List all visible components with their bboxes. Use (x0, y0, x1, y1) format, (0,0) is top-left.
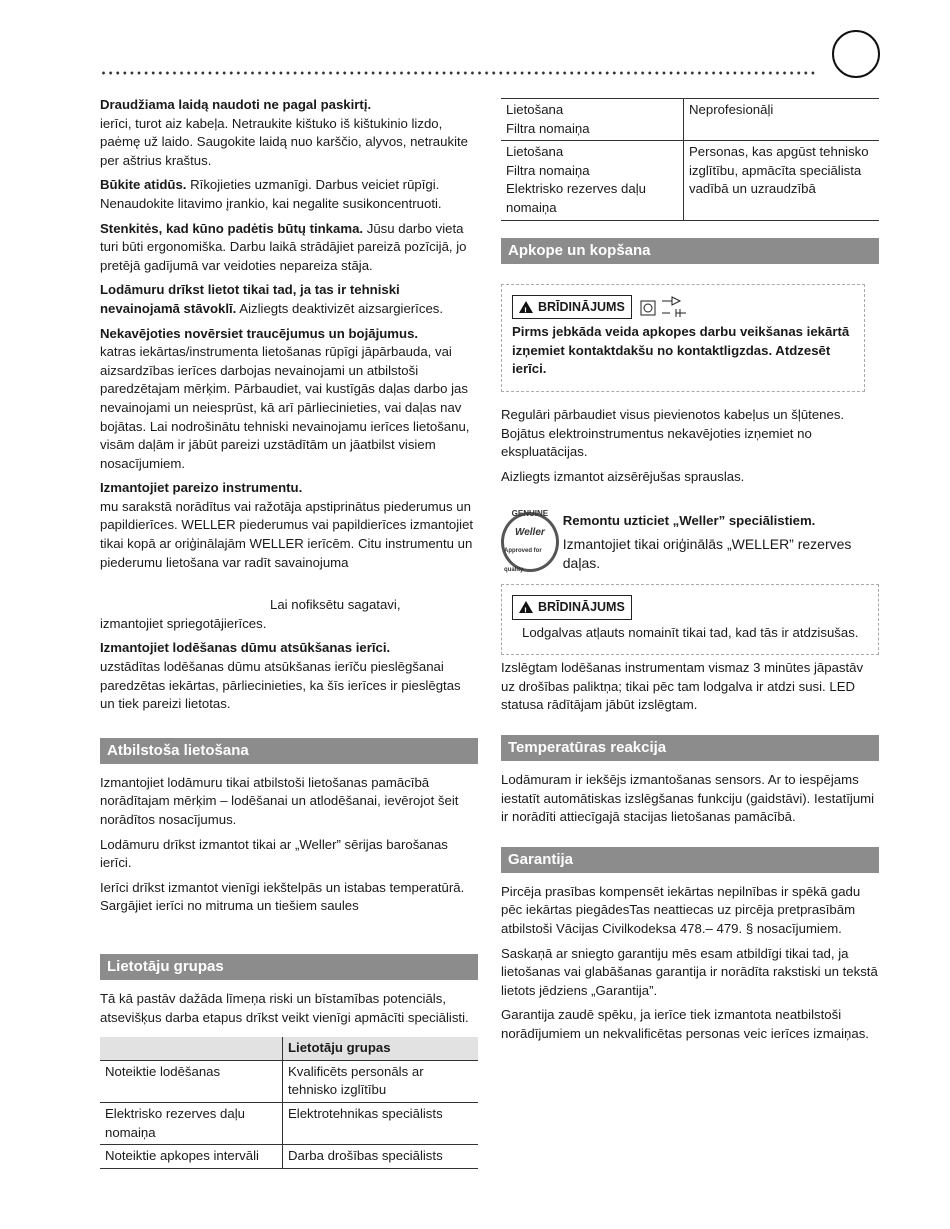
paragraph: Izmantojiet pareizo instrumentu. mu sarakstā norādītus vai ražotāja apstiprinātus piederumus un papildierīces. WELLER piederumus vai papildierīces izmantojiet tikai kopā ar oriģinālajām WELLER ierīcēm. Citu instrumentu un piederumu lietošana var radīt savainojuma (100, 480, 474, 570)
paragraph: Regulāri pārbaudiet visus pievienotos kabeļus un šļūtenes. Bojātus elektroinstrumentus nekavējoties izņemiet no ekspluatācijas. (501, 406, 845, 460)
weller-notice: GENUINE Weller Approved for quality Remontu uzticiet „Weller” speciālistiem. Izmantojiet tikai oriģinālās „WELLER” rezerves daļas. (501, 512, 879, 578)
user-groups-table (100, 1037, 478, 1169)
right-column (501, 98, 879, 1050)
table-row: Lietošana Filtra nomaiņa Elektrisko rezerves daļu nomaiņa Personas, kas apgūst tehnisko izglītību, apmācīta speciālista vadībā un uzraudzībā (501, 141, 879, 220)
paragraph: Lodāmuram ir iekšējs izmantošanas sensors. Ar to iespējams iestatīt automātiskas izslēgšanas funkciju (gaidstāvi). Iestatījumi ir norādīti attiecīgajā stacijas lietošanas pamācībā. (501, 772, 875, 825)
user-groups-table-continued (501, 98, 879, 221)
paragraph: Izslēgtam lodēšanas instrumentam vismaz 3 minūtes jāpastāv uz drošības paliktņa; tikai pēc tam lodgalva ir atdzi susi. LED statusa rādītājam jābūt izslēgtam. (501, 660, 864, 713)
warning-triangle-icon (519, 301, 533, 313)
table-row: Elektrisko rezerves daļu nomaiņa Elektrotehnikas speciālists (100, 1102, 478, 1144)
paragraph: Draudžiama laidą naudoti ne pagal paskirtį. ierīci, turot aiz kabeļa. Netraukite kištuko iš kištukinio lizdo, paėmę už laido. Saugokite laidą nuo karščio, alyvos, netraukite per aštrius kraštus. (100, 97, 469, 168)
page-number-circle (832, 30, 880, 78)
section-heading-atbilstosa: Atbilstoša lietošana (100, 738, 478, 764)
warning-box (501, 584, 879, 655)
section-heading-garantija: Garantija (501, 847, 879, 873)
warning-label: ! BRĪDINĀJUMS (512, 595, 632, 620)
paragraph: Saskaņā ar sniegto garantiju mēs esam atbildīgi tikai tad, ja lietošanas vai glabāšanas garantija ir norādīta rakstiski un tekstā lietots jēdziens „Garantija”. (501, 945, 878, 998)
section-heading-lietotaju-grupas: Lietotāju grupas (100, 954, 478, 980)
section-heading-apkope: Apkope un kopšana (501, 238, 879, 264)
unplug-icon (640, 295, 690, 319)
warning-triangle-icon (519, 601, 533, 613)
paragraph: Izmantojiet lodāmuru tikai atbilstoši lietošanas pamācībā norādītajam mērķim – lodēšanai un atlodēšanai, ievērojot šeit norādītos nosacījumus. (100, 774, 459, 827)
paragraph: Lodāmuru drīkst lietot tikai tad, ja tas ir tehniski nevainojamā stāvoklī. Aizliegts deaktivizēt aizsargierīces. (100, 282, 444, 316)
paragraph: Izmantojiet lodēšanas dūmu atsūkšanas ierīci. uzstādītas lodēšanas dūmu atsūkšanas ierīču pieslēgšanai paredzētas iekārtas, pārliecinieties, ka šīs ierīces ir pieslēgtas un tiek pareizi lietotas. (100, 640, 461, 712)
paragraph: Aizliegts izmantot aizsērējušas sprauslas. (501, 468, 745, 484)
left-column (100, 96, 478, 1169)
table-row: Lietošana Filtra nomaiņa Neprofesionāļi (501, 99, 879, 141)
section-heading-temperaturas: Temperatūras reakcija (501, 735, 879, 761)
genuine-weller-seal-icon: GENUINE Weller Approved for quality (501, 512, 559, 572)
paragraph: Ierīci drīkst izmantot vienīgi iekštelpās un istabas temperatūrā. Sargājiet ierīci no mitruma un tiešiem saules (100, 879, 465, 914)
warning-label: ! BRĪDINĀJUMS (512, 295, 632, 320)
table-row: Noteiktie lodēšanas Kvalificēts personāls ar tehnisko izglītību (100, 1060, 478, 1102)
paragraph: Lai nofiksētu sagatavi, izmantojiet spriegotājierīces. (100, 597, 401, 631)
paragraph: Pircēja prasības kompensēt iekārtas nepilnības ir spēkā gadu pēc iekārtas piegādesTas neattiecas uz pircēja pretprasībām atbilstoši Vācijas Civilkodeksa 478.– 479. § nosacījumiem. (501, 883, 861, 937)
warning-text: Lodgalvas atļauts nomainīt tikai tad, kad tās ir atdzisušas. (522, 624, 859, 640)
warning-text: Pirms jebkāda veida apkopes darbu veikšanas iekārtā izņemiet kontaktdakšu no kontaktligzdas. Atdzesēt ierīci. (512, 324, 850, 377)
warning-box (501, 284, 865, 392)
paragraph: Būkite atidūs. Rīkojieties uzmanīgi. Darbus veiciet rūpīgi. Nenaudokite litavimo įrankio, kai negalite susikoncentruoti. (100, 177, 442, 211)
paragraph: Tā kā pastāv dažāda līmeņa riski un bīstamības potenciāls, atsevišķus darba etapus drīkst veikt vienīgi apmācīti speciālisti. (100, 990, 469, 1025)
paragraph: Stenkitės, kad kūno padėtis būtų tinkama. Jūsu darbo vieta turi būti ergonomiška. Darbu laikā strādājiet pareizā pozīcijā, jo pretējā gadījumā var veidoties nepareiza stāja. (100, 220, 467, 273)
dotted-header-rule (100, 70, 816, 76)
paragraph: Garantija zaudē spēku, ja ierīce tiek izmantota neatbilstoši norādījumiem un nekvalificētas personas veic ierīces izmaiņas. (501, 1007, 869, 1041)
table-header-row: Lietotāju grupas (100, 1037, 478, 1060)
table-row: Noteiktie apkopes intervāli Darba drošības speciālists (100, 1145, 478, 1169)
paragraph: Nekavējoties novērsiet traucējumus un bojājumus. katras iekārtas/instrumenta lietošanas rūpīgi jāpārbauda, vai aizsardzības ierīces darbojas nevainojami un atbilstoši paredzētajam mērķim. Pārbaudiet, vai kustīgās daļas darbo jas nevainojami un neiesprūst, kā arī pārliecinieties, vai daļas nav bojātas. Lai nodrošinātu tehniski nevainojamu ierīces lietošanu, visām daļām ir jābūt pareizi uzstādītām un jāatbilst visiem nosacījumiem. (100, 325, 470, 471)
paragraph: Lodāmuru drīkst izmantot tikai ar „Weller” sērijas barošanas ierīci. (100, 836, 448, 871)
